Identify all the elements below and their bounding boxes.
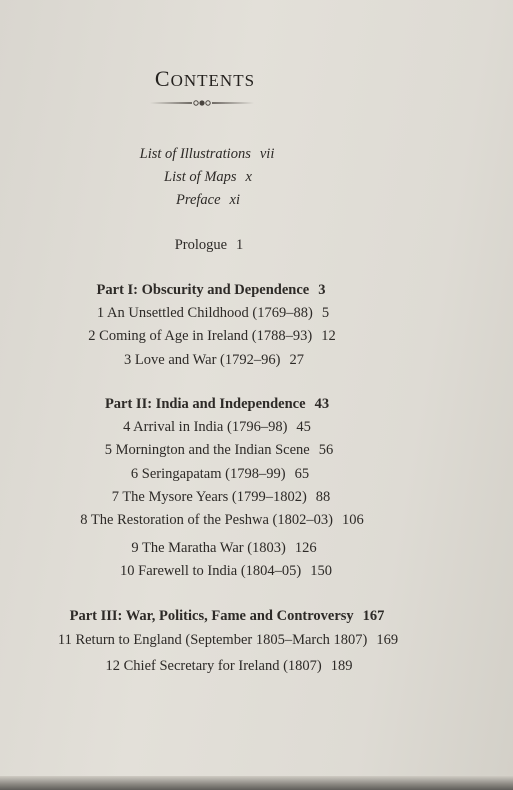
- part-page: 43: [314, 396, 330, 412]
- toc-chapter-4[interactable]: [123, 419, 311, 436]
- chapter-page: 65: [294, 466, 310, 482]
- chapter-label: 2 Coming of Age in Ireland (1788–93): [88, 328, 313, 344]
- title-ornament: [148, 97, 256, 109]
- entry-label: Preface: [175, 192, 221, 208]
- chapter-page: 45: [296, 419, 311, 435]
- toc-part-1[interactable]: [97, 282, 326, 299]
- page-bottom-edge: [0, 776, 513, 790]
- toc-chapter-7[interactable]: [112, 489, 331, 506]
- chapter-page: 12: [321, 328, 336, 344]
- chapter-page: 169: [376, 632, 399, 648]
- chapter-label: 8 The Restoration of the Peshwa (1802–03): [80, 512, 333, 528]
- chapter-label: 4 Arrival in India (1796–98): [123, 419, 288, 435]
- chapter-label: 9 The Maratha War (1803): [131, 540, 286, 556]
- toc-entry-prologue[interactable]: [175, 237, 244, 254]
- toc-entry-illustrations[interactable]: [140, 146, 275, 163]
- part-label: Part I: Obscurity and Dependence: [96, 282, 310, 298]
- toc-chapter-8[interactable]: [80, 512, 363, 529]
- toc-chapter-3[interactable]: [124, 352, 304, 369]
- toc-chapter-11[interactable]: [58, 632, 398, 649]
- chapter-label: 3 Love and War (1792–96): [124, 352, 281, 368]
- toc-entry-maps[interactable]: [164, 169, 252, 186]
- chapter-label: 12 Chief Secretary for Ireland (1807): [105, 658, 322, 674]
- entry-label: List of Illustrations: [139, 146, 251, 162]
- chapter-label: 11 Return to England (September 1805–March 1807): [57, 632, 368, 648]
- toc-chapter-10[interactable]: [120, 563, 332, 580]
- chapter-label: 10 Farewell to India (1804–05): [120, 563, 302, 579]
- toc-chapter-2[interactable]: [88, 328, 335, 345]
- toc-chapter-6[interactable]: [131, 466, 309, 483]
- toc-part-3[interactable]: [70, 608, 385, 625]
- toc-chapter-9[interactable]: [131, 540, 316, 557]
- entry-page: x: [245, 169, 252, 185]
- part-page: 3: [318, 282, 326, 298]
- title-initial: C: [154, 66, 171, 91]
- chapter-page: 88: [315, 489, 331, 505]
- entry-page: vii: [259, 146, 275, 162]
- chapter-page: 5: [321, 305, 330, 321]
- chapter-page: 189: [330, 658, 353, 674]
- toc-chapter-1[interactable]: [97, 305, 329, 322]
- entry-page: xi: [229, 192, 241, 208]
- chapter-label: 7 The Mysore Years (1799–1802): [111, 489, 307, 505]
- chapter-page: 126: [294, 540, 317, 556]
- entry-label: Prologue: [174, 237, 228, 253]
- part-label: Part II: India and Independence: [104, 396, 306, 412]
- chapter-page: 27: [289, 352, 304, 368]
- toc-entry-preface[interactable]: [176, 192, 240, 209]
- chapter-page: 56: [318, 442, 334, 458]
- toc-chapter-5[interactable]: [105, 442, 333, 459]
- entry-page: 1: [236, 237, 244, 253]
- chapter-page: 150: [310, 563, 332, 579]
- toc-part-2[interactable]: [105, 396, 329, 413]
- part-page: 167: [362, 608, 385, 624]
- entry-label: List of Maps: [164, 169, 237, 185]
- part-label: Part III: War, Politics, Fame and Controversy: [69, 608, 354, 624]
- chapter-page: 106: [341, 512, 364, 528]
- title-rest: ONTENTS: [170, 71, 256, 90]
- page-title: [5, 66, 405, 92]
- chapter-label: 5 Mornington and the Indian Scene: [104, 442, 310, 458]
- chapter-label: 1 An Unsettled Childhood (1769–88): [96, 305, 313, 321]
- chapter-label: 6 Seringapatam (1798–99): [130, 466, 286, 482]
- toc-chapter-12[interactable]: [106, 658, 353, 675]
